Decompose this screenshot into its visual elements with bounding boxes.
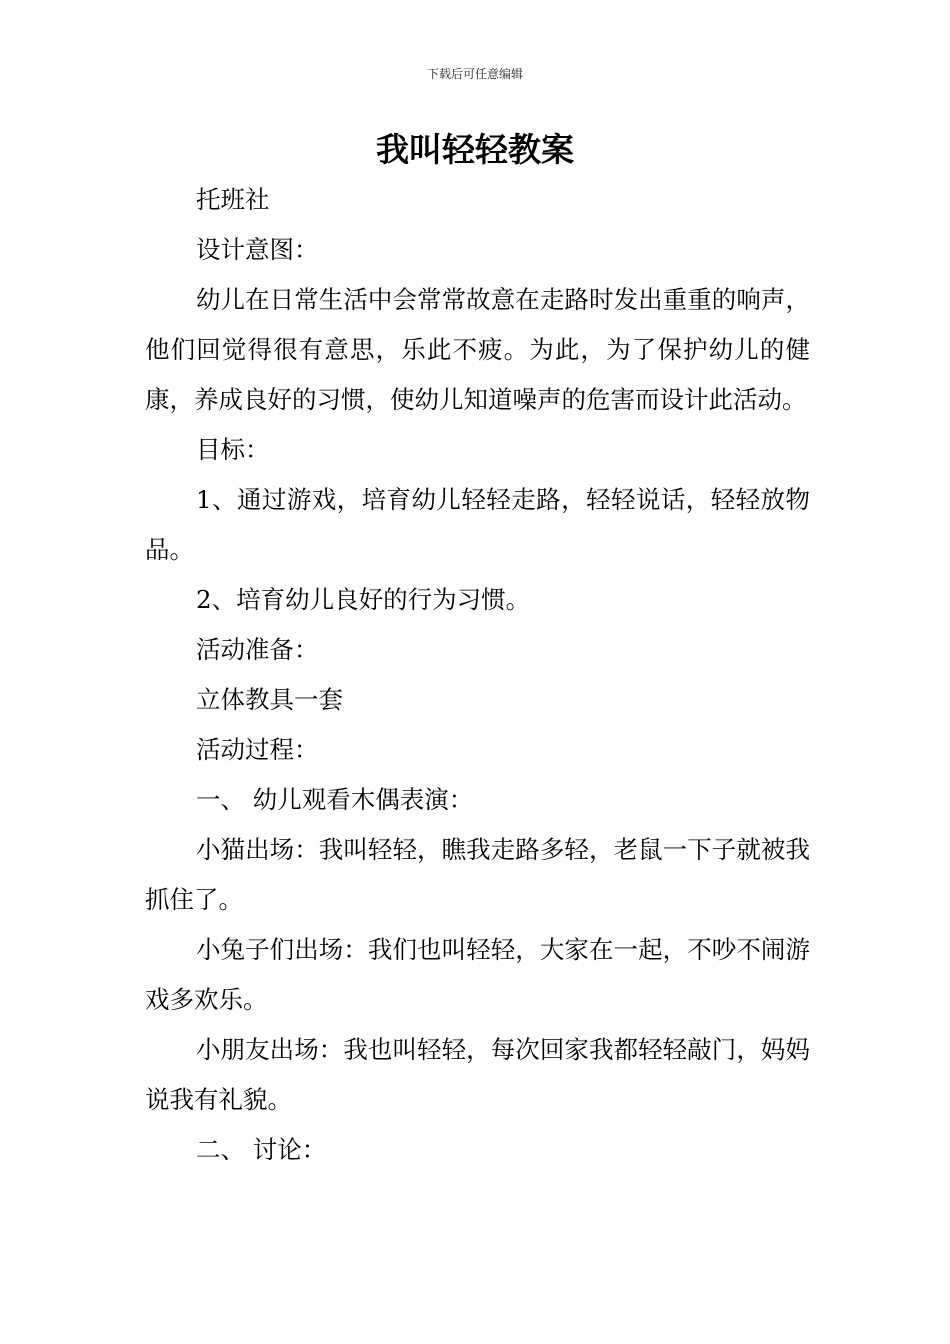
paragraph-preparation-body: 立体教具一套 — [196, 685, 343, 714]
paragraph-kitten-line: 小猫出场：我叫轻轻，瞧我走路多轻，老鼠一下子就被我抓住了。 — [145, 835, 810, 914]
paragraph-class-name: 托班社 — [196, 185, 270, 214]
paragraph-step-2-heading: 二、 讨论： — [196, 1135, 327, 1164]
paragraph-design-intent-heading: 设计意图： — [196, 235, 319, 264]
paragraph-process-heading: 活动过程： — [196, 735, 319, 764]
paragraph-goal-1: 1、通过游戏，培育幼儿轻轻走路，轻轻说话，轻轻放物品。 — [145, 485, 810, 564]
header-note: 下载后可任意编辑 — [426, 67, 523, 81]
document-title: 我叫轻轻教案 — [376, 130, 574, 169]
paragraph-preparation-heading: 活动准备： — [196, 635, 319, 664]
paragraph-step-1-heading: 一、 幼儿观看木偶表演： — [196, 785, 474, 814]
paragraph-design-intent-body: 幼儿在日常生活中会常常故意在走路时发出重重的响声，他们回觉得很有意思，乐此不疲。为此，为了保护幼儿的健康，养成良好的习惯，使幼儿知道噪声的危害而设计此活动。 — [145, 285, 810, 414]
paragraph-goal-2: 2、培育幼儿良好的行为习惯。 — [196, 585, 531, 614]
paragraph-child-line: 小朋友出场：我也叫轻轻，每次回家我都轻轻敲门，妈妈说我有礼貌。 — [145, 1035, 810, 1114]
document-body — [145, 175, 810, 1175]
paragraph-goals-heading: 目标： — [196, 435, 270, 464]
paragraph-bunnies-line: 小兔子们出场：我们也叫轻轻，大家在一起，不吵不闹游戏多欢乐。 — [145, 935, 810, 1014]
